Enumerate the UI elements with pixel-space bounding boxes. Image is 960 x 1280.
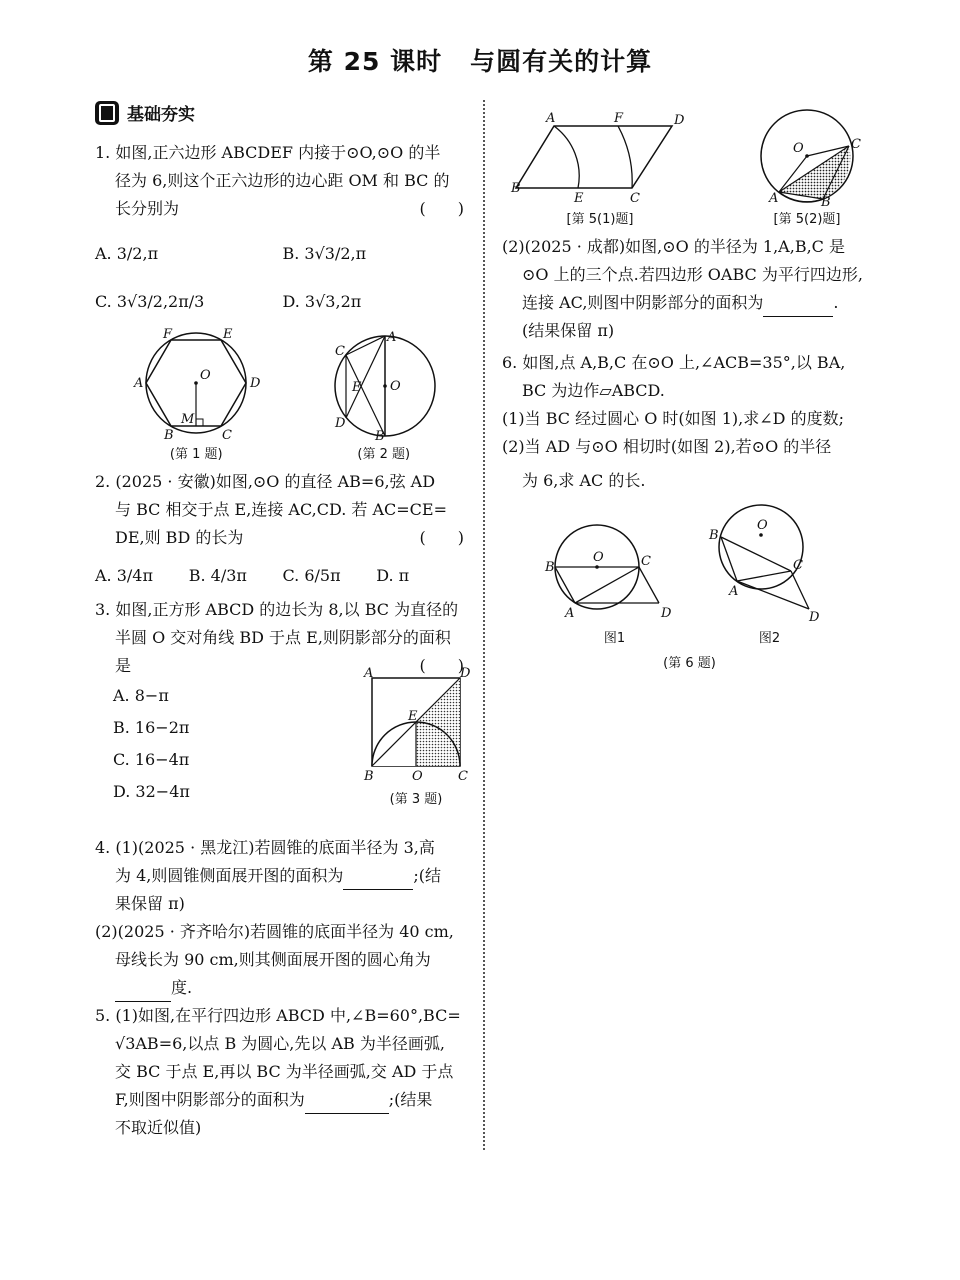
svg-text:D: D xyxy=(674,113,685,128)
q6-line2: BC 为边作▱ABCD. xyxy=(522,381,665,400)
svg-text:C: C xyxy=(222,428,233,443)
q3-figure xyxy=(362,668,470,807)
svg-text:O: O xyxy=(389,379,401,394)
question-5-part2 xyxy=(502,233,877,345)
q2-line2: 与 BC 相交于点 E,连接 AC,CD. 若 AC=CE= xyxy=(115,500,448,519)
q3-line3: 是 ( ) xyxy=(115,656,464,675)
svg-text:D: D xyxy=(460,666,471,681)
svg-text:B: B xyxy=(374,429,385,444)
svg-text:A: A xyxy=(564,606,574,621)
question-6 xyxy=(502,349,877,671)
q5-line2: √3AB=6,以点 B 为圆心,先以 AB 为半径画弧, xyxy=(115,1034,445,1053)
svg-text:D: D xyxy=(250,376,261,391)
q4-line3: 果保留 π) xyxy=(115,894,185,913)
column-divider xyxy=(483,100,485,1150)
svg-text:B: B xyxy=(708,528,719,543)
q5-line3: 交 BC 于点 E,再以 BC 为半径画弧,交 AD 于点 xyxy=(115,1062,454,1081)
q5-2-line4: (结果保留 π) xyxy=(522,321,615,340)
q6-caption: (第 6 题) xyxy=(663,656,716,671)
q2-line1: 2. (2025 · 安徽)如图,⊙O 的直径 AB=6,弦 AD xyxy=(95,472,436,491)
question-2 xyxy=(95,468,470,592)
section-header: 基础夯实 xyxy=(95,100,470,125)
q4-line6: 度. xyxy=(95,974,470,1002)
q1-option-c[interactable]: C. 3√3/2,2π/3 xyxy=(95,291,205,311)
hexagon-diagram xyxy=(126,327,266,443)
q1-figure xyxy=(126,327,266,462)
question-4 xyxy=(95,834,470,1002)
square-semicircle-diagram xyxy=(362,668,470,786)
svg-text:F: F xyxy=(163,327,173,342)
page-title: 第 25 课时 与圆有关的计算 xyxy=(307,47,653,76)
svg-text:O: O xyxy=(592,550,604,565)
q1-line2: 径为 6,则这个正六边形的边心距 OM 和 BC 的 xyxy=(115,171,450,190)
svg-text:D: D xyxy=(334,416,346,431)
q2-line3: DE,则 BD 的长为 ( ) xyxy=(115,528,464,547)
q2-option-d[interactable]: D. π xyxy=(376,565,410,585)
svg-text:O: O xyxy=(756,518,768,533)
q1-option-d[interactable]: D. 3√3,2π xyxy=(282,291,362,311)
q5-2-line2: ⊙O 上的三个点.若四边形 OABC 为平行四边形, xyxy=(522,265,863,284)
q1-q2-figures xyxy=(95,327,470,462)
q2-option-c[interactable]: C. 6/5π xyxy=(282,565,341,585)
q5-1-caption: [第 5(1)题] xyxy=(566,212,634,227)
svg-text:B: B xyxy=(821,195,831,210)
svg-text:O: O xyxy=(200,368,211,383)
q3-options xyxy=(113,680,190,808)
question-1 xyxy=(95,139,470,462)
svg-text:A: A xyxy=(769,191,779,206)
q5-2-caption: [第 5(2)题] xyxy=(773,212,841,227)
svg-text:D: D xyxy=(808,610,819,625)
q6-fig2-diagram xyxy=(705,505,835,625)
svg-text:F: F xyxy=(614,111,624,126)
q1-options xyxy=(95,229,470,325)
svg-text:E: E xyxy=(408,709,418,724)
svg-text:B: B xyxy=(511,181,521,196)
q1-caption: (第 1 题) xyxy=(169,447,223,462)
q6-fig2-label: 图2 xyxy=(758,631,781,646)
q2-option-a[interactable]: A. 3/4π xyxy=(95,565,153,585)
q3-option-d[interactable]: D. 32−4π xyxy=(113,782,190,801)
q6-line5: 为 6,求 AC 的长. xyxy=(522,471,646,490)
svg-text:A: A xyxy=(364,666,374,681)
q6-fig1-label: 图1 xyxy=(603,631,626,646)
svg-text:O: O xyxy=(793,141,804,156)
q3-body xyxy=(95,666,471,830)
svg-text:A: A xyxy=(546,111,556,126)
svg-text:A: A xyxy=(728,584,738,599)
question-5-part1 xyxy=(95,1002,470,1142)
q2-options xyxy=(95,558,470,592)
q4-line4: (2)(2025 · 齐齐哈尔)若圆锥的底面半径为 40 cm, xyxy=(95,922,454,941)
q5-1-figure xyxy=(512,106,688,227)
q3-option-c[interactable]: C. 16−4π xyxy=(113,750,190,769)
svg-text:C: C xyxy=(640,554,651,569)
svg-text:B: B xyxy=(544,560,555,575)
q3-line1: 3. 如图,正方形 ABCD 的边长为 8,以 BC 为直径的 xyxy=(95,600,459,619)
parallelogram-arcs-diagram xyxy=(512,106,688,206)
question-3 xyxy=(95,596,470,830)
q6-line1: 6. 如图,点 A,B,C 在⊙O 上,∠ACB=35°,以 BA, xyxy=(502,353,846,372)
q1-option-a[interactable]: A. 3/2,π xyxy=(95,243,159,263)
q5-2-figure xyxy=(747,106,867,227)
right-column xyxy=(502,100,877,671)
left-column xyxy=(95,100,470,1142)
svg-text:E: E xyxy=(351,380,362,395)
q3-line2: 半圆 O 交对角线 BD 于点 E,则阴影部分的面积 xyxy=(115,628,451,647)
q5-1-answer-blank[interactable] xyxy=(305,1095,389,1114)
circle-chords-diagram xyxy=(329,330,439,444)
q3-option-b[interactable]: B. 16−2π xyxy=(113,718,190,737)
q5-line4: F,则图中阴影部分的面积为 ;(结果 xyxy=(95,1086,470,1114)
q4-line1: 4. (1)(2025 · 黑龙江)若圆锥的底面半径为 3,高 xyxy=(95,838,435,857)
q5-2-line1: (2)(2025 · 成都)如图,⊙O 的半径为 1,A,B,C 是 xyxy=(502,237,845,256)
svg-text:B: B xyxy=(164,428,174,443)
q1-line1: 1. 如图,正六边形 ABCDEF 内接于⊙O,⊙O 的半 xyxy=(95,143,441,162)
q5-figures xyxy=(502,106,877,227)
q1-option-b[interactable]: B. 3√3/2,π xyxy=(282,243,367,263)
svg-text:C: C xyxy=(458,769,468,784)
q5-line5: 不取近似值) xyxy=(115,1118,202,1137)
svg-text:A: A xyxy=(134,376,144,391)
circle-parallelogram-diagram xyxy=(747,106,867,210)
svg-text:O: O xyxy=(412,769,423,784)
q4-1-answer-blank[interactable] xyxy=(343,871,413,890)
svg-text:C: C xyxy=(630,191,640,206)
q5-line1: 5. (1)如图,在平行四边形 ABCD 中,∠B=60°,BC= xyxy=(95,1006,461,1025)
q4-line2: 为 4,则圆锥侧面展开图的面积为 ;(结 xyxy=(95,862,470,890)
svg-text:E: E xyxy=(574,191,584,206)
q6-figures xyxy=(502,505,877,646)
svg-text:C: C xyxy=(792,558,803,573)
q6-figure-2 xyxy=(705,505,835,646)
svg-text:B: B xyxy=(364,769,374,784)
q2-option-b[interactable]: B. 4/3π xyxy=(188,565,247,585)
q1-line3: 长分别为 ( ) xyxy=(115,199,464,218)
q6-fig1-diagram xyxy=(545,525,685,625)
svg-text:C: C xyxy=(334,344,345,359)
q3-caption: (第 3 题) xyxy=(389,792,443,807)
svg-text:D: D xyxy=(660,606,671,621)
q2-figure xyxy=(329,331,439,462)
q4-2-answer-blank[interactable] xyxy=(115,983,171,1002)
q6-line4: (2)当 AD 与⊙O 相切时(如图 2),若⊙O 的半径 xyxy=(502,437,832,456)
svg-text:E: E xyxy=(223,327,233,342)
svg-text:A: A xyxy=(386,330,397,345)
q2-caption: (第 2 题) xyxy=(357,447,411,462)
q3-option-a[interactable]: A. 8−π xyxy=(113,686,169,705)
svg-text:M: M xyxy=(181,412,195,427)
q4-line5: 母线长为 90 cm,则其侧面展开图的圆心角为 xyxy=(115,950,431,969)
q6-figure-1 xyxy=(545,525,685,646)
q6-line3: (1)当 BC 经过圆心 O 时(如图 1),求∠D 的度数; xyxy=(502,409,844,428)
q5-2-answer-blank[interactable] xyxy=(763,298,833,317)
book-icon xyxy=(95,101,119,125)
svg-text:C: C xyxy=(851,137,861,152)
q5-2-line3: 连接 AC,则图中阴影部分的面积为 . xyxy=(502,289,877,317)
